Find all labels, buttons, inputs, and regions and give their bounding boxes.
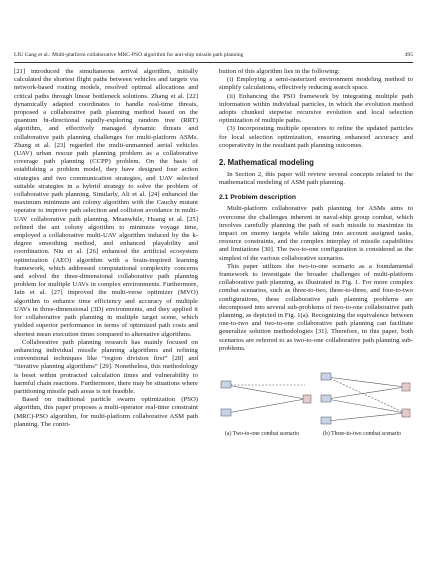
figure-1 [219, 357, 413, 443]
figure-caption-b: (b) Three-to-two combat scenario [323, 431, 401, 438]
left-column [14, 68, 198, 429]
contribution-item: (i) Employing a semi-rasterized environment modeling method to simplify calculations, effectively reducing search space. [219, 76, 413, 92]
launch-ship-icon [221, 409, 231, 416]
launch-ship-icon [221, 381, 231, 388]
body-paragraph: Collaborative path planning research has mainly focused on enhancing individual missile planning algorithms and refining conventional techniques like “region division first” [28] and “iterative planning algorithms” [29]. Nonetheless, this methodology is beset within protracted calculation times and vulnerability to harmful chain reactions. Furthermore, there may be situations where partitioning missile path areas is not feasible. [14, 338, 198, 395]
subsection-heading: 2.1 Problem description [219, 194, 297, 202]
contribution-intro: bution of this algorithm lies in the following: [219, 68, 340, 75]
launch-ship-icon [321, 373, 331, 380]
right-column [219, 68, 413, 443]
launch-ship-icon [321, 395, 331, 402]
body-paragraph: Multi-platform collaborative path planning for ASMs aims to overcome the challenges inherent in naval-ship group combat, which involves carefully planning the path of each missile to maximize its impact on enemy targets while taking into account assigned tasks, resource constraints, and the complex interplay of missile capabilities and limitations [30]. The two-to-one configuration is considered as the simplest of the various collaborative scenarios. [219, 205, 413, 262]
target-ship-icon [303, 395, 311, 403]
target-ship-icon [402, 383, 410, 391]
figure-1-diagram [219, 357, 413, 431]
contribution-item: (ii) Enhancing the PSO framework by integrating multiple path information within individual particles, in which the evolution method adopts chunked stepwise recursive evolution and local selection optimization of multiple paths. [219, 92, 413, 125]
body-paragraph: This paper utilizes the two-to-one scenario as a foundamental framework to investigate the broader challenges of multi-platform collaborative path planning, as illustrated in Fig. 1. For more complex combat scenarios, such as three-to-two, three-to-three, and four-to-two configurations, these collaborative path planning problems are decomposed into several sub-problems of two-to-one collaborative path planning, as depicted in Fig. 1(a). Recognizing the equivalence between one-to-two and two-to-one collaborative path planning can facilitate generalize solution methodologies [31]. Therefore, in this paper, both scenarios are referred to as two-to-one collaborative path planning sub-problems. [219, 262, 413, 352]
body-paragraph: [21] introduced the simultaneous arrival algorithm, initially calculated the shortest flight paths between vehicles and targets via network-based routing models, resolved optimal allocations and critical paths through linear bottleneck solutions. Zhang et al. [22] dynamically adapted coordinates to handle real-time threats, proposed a collaborative path planning method based on the quantum bi-directional rapidly-exploring random tree (RRT) algorithm, and effectively managed dynamic threats and collaborative path planning challenges for multi-platform ASMs. Zhang et al. [23] regarded the multi-unmanned aerial vehicles (UAV) urban rescue path planning problem as a collaborative coverage path planning (CCPP) problem. On the basis of establishing a problem model, they have designed four action strategies and two communication strategies, and UAV selected suitable strategies in a hybrid strategy to solve the problem of collaborative path planning. Similarly, Ali et al. [24] enhanced the maximum minimum ant colony algorithm with the Cauchy mutant operator to improve path selection and collision avoidance in multi-UAV collaborative path planning. Meanwhile, Huang et al. [25] refined the ant colony algorithm to minimize voyage time, employed a collaborative multi-UAV algorithm induced by the k-degree smoothing method, and enhanced playability and coordination. Niu et al. [26] enhanced the artificial ecosystem optimization (AEO) algorithm with a brain-inspired learning framework, which addressed computational complexity concerns and solved the three-dimensional collaborative path planning problem for multiple UAVs in complex environments. Furthermore, Jain et al. [27] improved the multi-verse optimizer (MVO) algorithm to enhance time efficiency and accuracy of multiple UAVs in three-dimensional (3D) environments, and they applied it for collaborative path planning in multiple target scene, which yielded superior performance in terms of optimized path costs and shortest mean execution times compared to alternative algorithms. [14, 68, 198, 338]
contribution-item: (3) Incorporating multiple operators to refine the updated particles for local selection optimization, ensuring enhanced accuracy and cooperativity in the resultant path planning outcomes. [219, 125, 413, 149]
page-number: 495 [404, 52, 413, 58]
target-ship-icon [402, 409, 410, 417]
figure-caption-a: (a) Two-to-one combat scenario [225, 431, 300, 438]
panel-b-diagram [321, 373, 410, 424]
panel-a-diagram [221, 381, 311, 416]
body-paragraph: Based on traditional particle swarm optimization (PSO) algorithm, this paper proposes a multi-operator real-time constraint (MRC)-PSO algorithm, for multi-platform collaborative ASM path planning. The contri- [14, 396, 198, 428]
section-intro: In Section 2, this paper will review several concepts related to the mathematical modeling of ASM path planning. [219, 171, 413, 187]
running-title: LIU Gang et al.: Multi-platform collaborative MRC-PSO algorithm for anti-ship missile path planning [14, 52, 244, 58]
launch-ship-icon [321, 417, 331, 424]
running-header [14, 50, 413, 63]
section-heading: 2. Mathematical modeling [219, 158, 314, 168]
